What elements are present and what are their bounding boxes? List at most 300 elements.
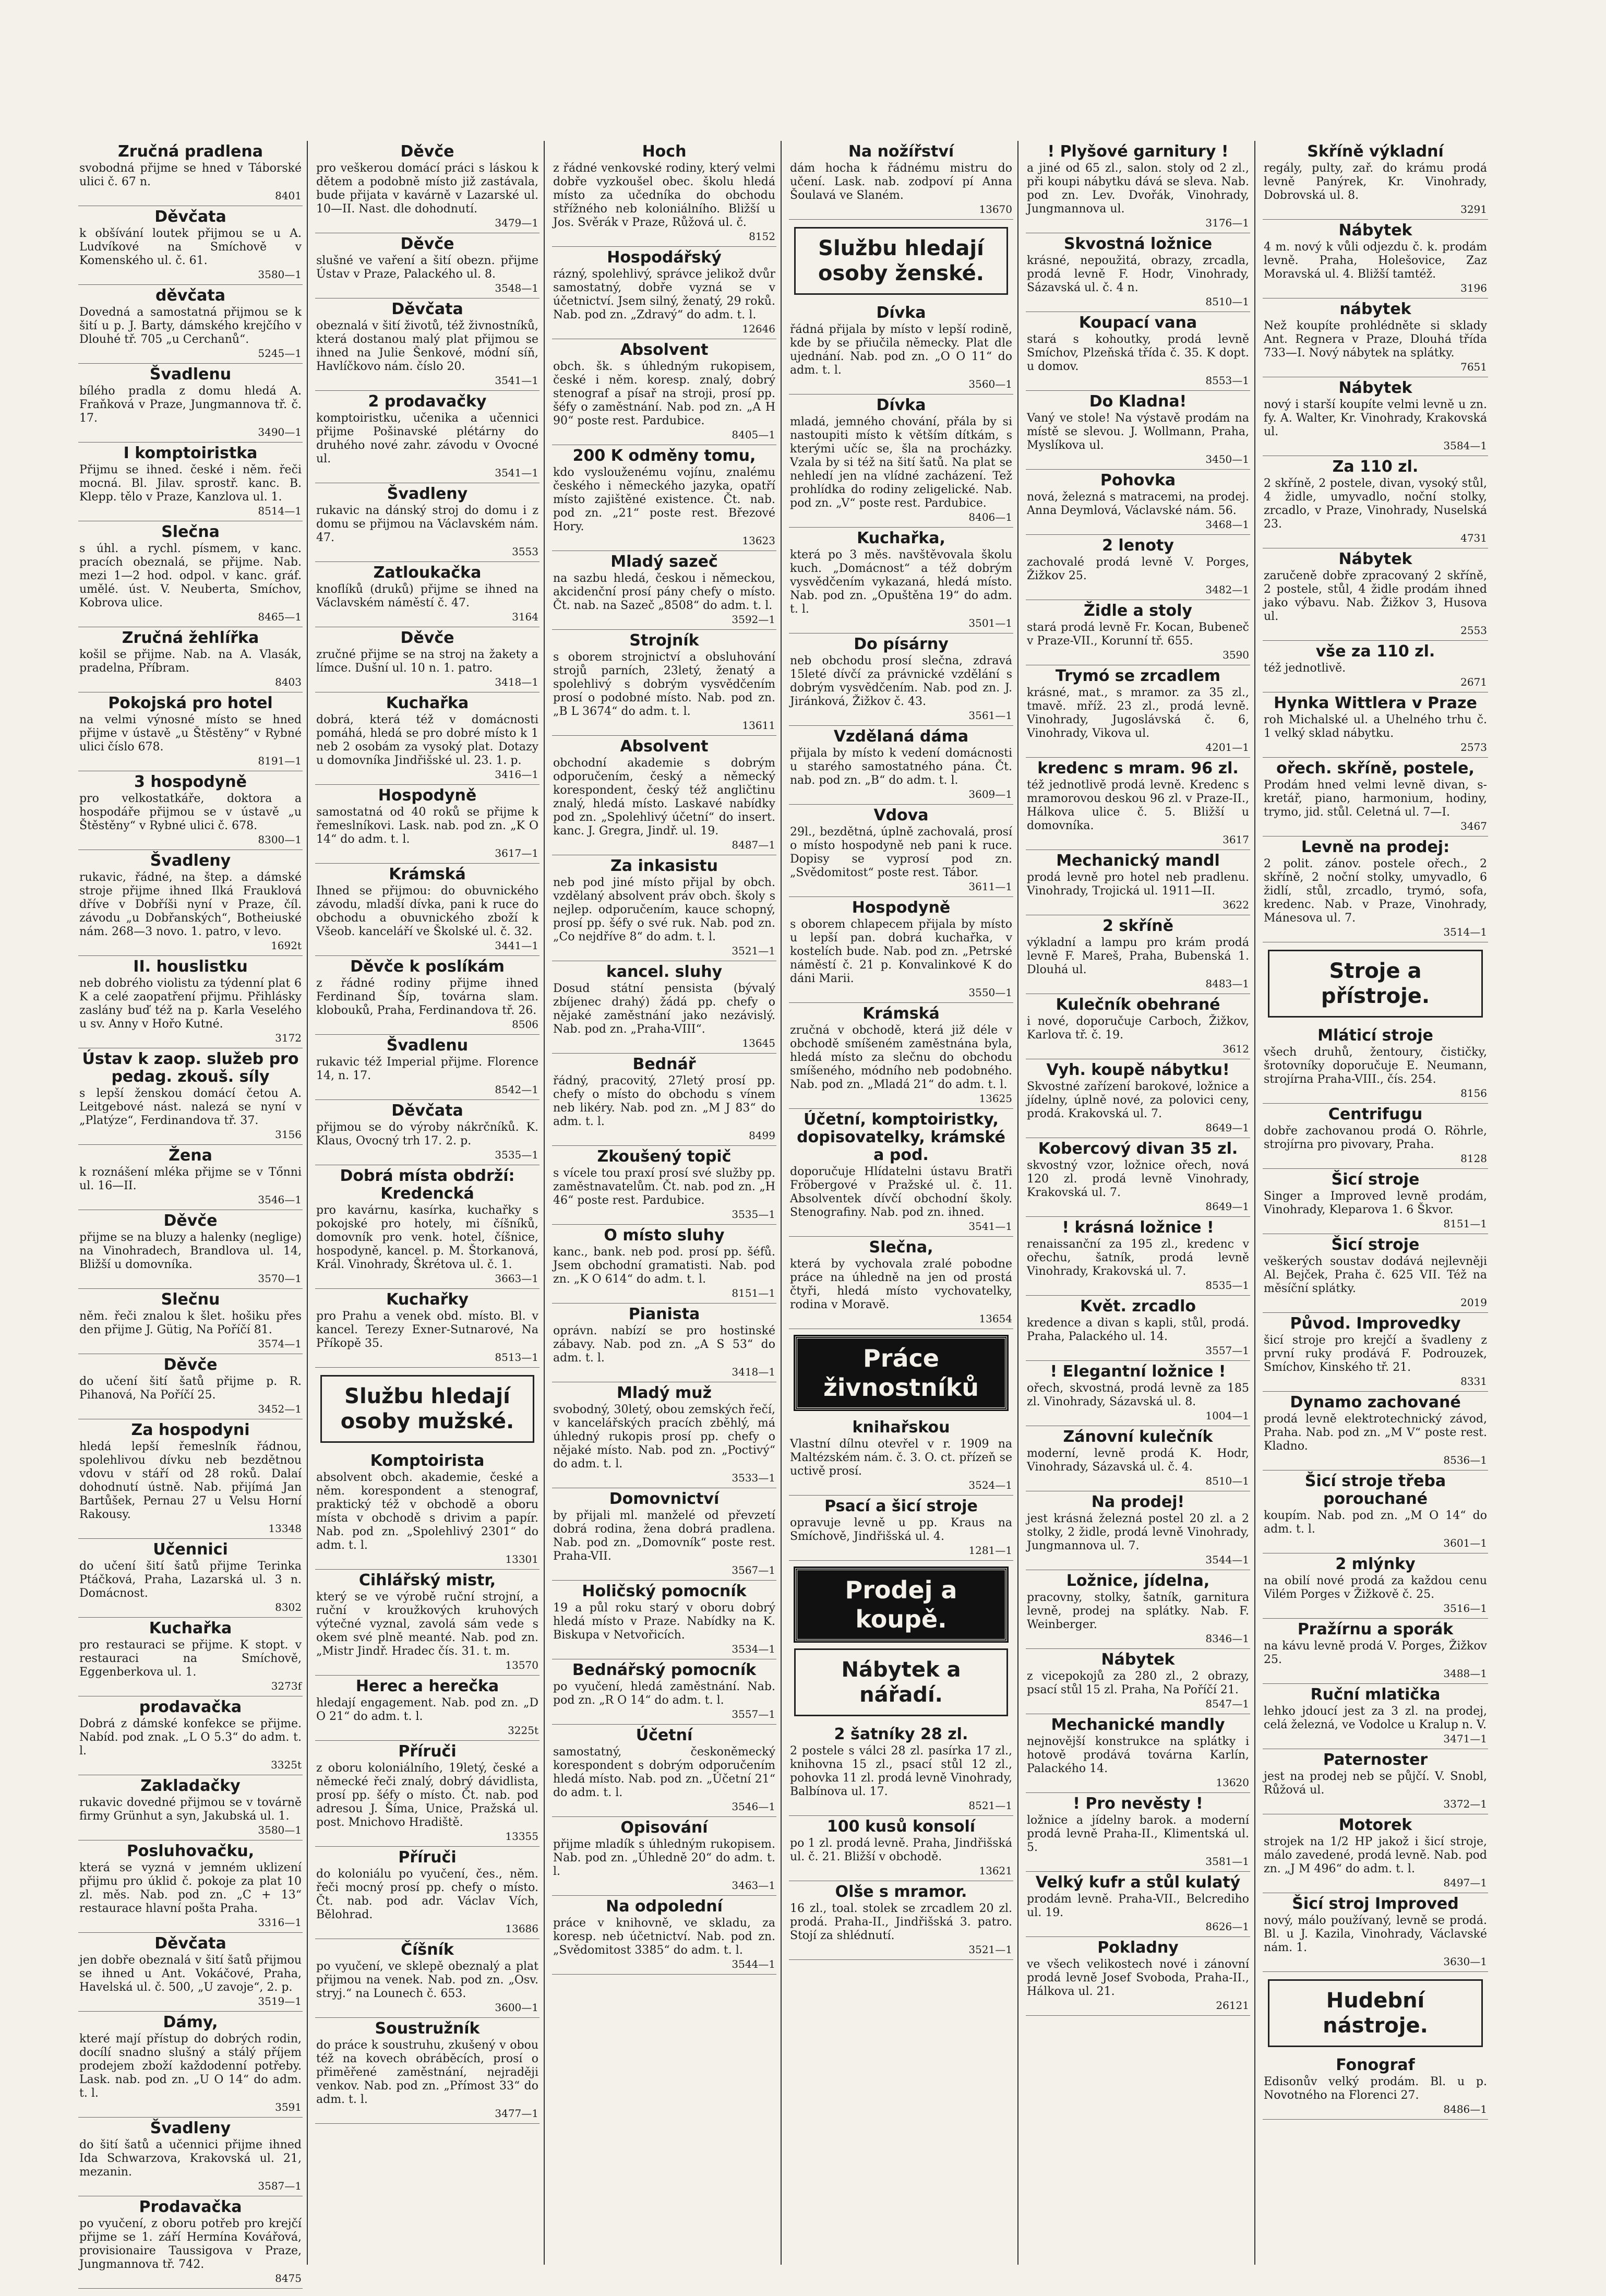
ad-heading: O místo sluhy [604, 1226, 725, 1245]
ad-text: Vlastní dílnu otevřel v r. 1909 na Maltézském nám. č. 3. O. ct. přízeň se uctivě prosí. [790, 1438, 1012, 1478]
ad-text: do učení šití šatů přijme p. R. Pihanová, Na Poříčí 25. [79, 1375, 302, 1402]
ad-body [79, 2032, 302, 2114]
ad-heading: Slečna [161, 523, 220, 541]
ad-heading: Účetní, komptoiristky, dopisovatelky, krámské a pod. [797, 1110, 1005, 1164]
ad-heading: ! Plyšové garnitury ! [1047, 142, 1229, 161]
classified-ad [315, 1289, 540, 1368]
ad-code: 3546—1 [732, 1800, 775, 1813]
classified-ad [315, 562, 540, 627]
column-5 [1026, 141, 1255, 2265]
ad-heading: Krámská [389, 865, 466, 883]
ad-body [790, 1902, 1012, 1956]
ad-text: po vyučení, hledá zaměstnání. Nab. pod zn. „R O 14“ do adm. t. l. [553, 1680, 775, 1707]
ad-text: všech druhů, žentoury, čističky, šrotovníky doporučuje E. Neumann, strojírna Praha-VIII., čís. 254. [1264, 1046, 1487, 1086]
classified-ad [1026, 1491, 1250, 1570]
ad-code: 3482—1 [1205, 583, 1249, 596]
ad-text: Přijmu se ihned. české i něm. řeči mocná. Bl. Jilav. sprostř. kanc. B. Klepp. tělo v Praze, Kanzlova ul. 1. [79, 463, 302, 504]
classified-ad [552, 855, 776, 961]
ad-text: která se vyzná v jemném uklizení přijmu pro úklid č. pokoje za plat 10 zl. měs. Nab. pod zn. „C + 13“ restaurace hlavní pošta Praha. [79, 1861, 302, 1915]
ad-heading: Hospodářský [607, 248, 722, 267]
classified-ad [1263, 1619, 1488, 1684]
ad-text: z řádné rodiny přijme ihned Ferdinand Šíp, továrna slam. klobouků, Praha, Ferdinandova tř. 26. [316, 977, 538, 1017]
ad-heading: 2 šatníky 28 zl. [834, 1725, 968, 1743]
ad-heading: Děvčata [391, 1102, 463, 1120]
ad-heading: Holičský pomocník [582, 1582, 747, 1600]
ad-heading: Absolvent [620, 341, 709, 359]
classified-ad [1026, 1296, 1250, 1361]
ad-heading: Bednář [632, 1055, 696, 1073]
ad-text: hledají engagement. Nab. pod zn. „D O 21“ do adm. t. l. [316, 1696, 538, 1723]
ad-code: 3570—1 [258, 1272, 302, 1285]
ad-text: do učení šití šatů přijme Terinka Ptáčková, Praha, Lazarská ul. 3 n. Domácnost. [79, 1560, 302, 1600]
ad-text: dobře zachovanou prodá O. Röhrle, strojírna pro pivovary, Praha. [1264, 1125, 1487, 1151]
ad-code: 3521—1 [732, 944, 775, 957]
ad-body [316, 1696, 538, 1737]
ad-code: 3372—1 [1443, 1798, 1487, 1810]
ad-body [1264, 1574, 1487, 1615]
ad-heading: Číšník [401, 1941, 454, 1959]
ad-heading: Centrifugu [1328, 1105, 1423, 1123]
ad-text: obch. šk. s úhledným rukopisem, české i něm. koresp. znalý, dobrý stenograf a písař na stroji, prosí pp. šéfy o zaměstnání. Nab. pod zn. „A H 90“ poste rest. Pardubice. [553, 360, 775, 427]
ad-body [79, 1796, 302, 1837]
ad-body [1264, 1914, 1487, 1968]
ad-code: 8626—1 [1205, 1920, 1249, 1933]
ad-text: neb dobrého violistu za týdenní plat 6 K a celé zaopatření přijmu. Přihlásky zaslány buď též na p. Karla Veselého u sv. Anny v Hořo Kutné. [79, 977, 302, 1031]
classified-ad [552, 551, 776, 630]
ad-heading: Na prodej! [1091, 1493, 1185, 1511]
ad-text: dám hocha k řádnému mistru do učení. Lask. nab. zodpoví pí Anna Šoulavá ve Slaném. [790, 162, 1012, 202]
ad-heading: nábytek [1339, 300, 1411, 318]
ad-heading: II. houslistku [133, 958, 248, 976]
ad-text: něm. řeči znalou k šlet. hošiku přes den přijme J. Gütig, Na Poříčí 81. [79, 1310, 302, 1336]
ad-text: jest na prodej neb se půjčí. V. Snobl, Růžová ul. [1264, 1770, 1487, 1797]
ad-heading: Domovnictví [609, 1490, 720, 1508]
ad-heading: Žena [169, 1146, 212, 1165]
ad-text: na velmi výnosné místo se hned přijme v ústavě „u Štěstěny“ v Rybné ulici číslo 678. [79, 713, 302, 754]
ad-heading: Hospodyně [852, 899, 951, 917]
ad-code: 8514—1 [258, 505, 302, 517]
ad-heading: Mladý muž [617, 1384, 712, 1402]
ad-code: 8346—1 [1205, 1632, 1249, 1645]
classified-ad [78, 1618, 303, 1696]
classified-ad [315, 1450, 540, 1570]
ad-text: skvostný vzor, ložnice ořech, nová 120 zl. prodá levně Vinohrady, Krakovská ul. 7. [1027, 1159, 1249, 1199]
ad-heading: Absolvent [620, 737, 709, 756]
ad-body [79, 463, 302, 518]
classified-ad [1026, 1649, 1250, 1714]
ad-text: Dovedná a samostatná přijmou se k šití u p. J. Barty, dámského krejčího v Dlouhé tř. 705 „u Cerchanů“. [79, 306, 302, 346]
ad-body [790, 1165, 1012, 1233]
ad-text: 19 a půl roku starý v oboru dobrý hledá místo v Praze. Nabídky na K. Biskupa v Netvořicích. [553, 1601, 775, 1642]
ad-heading: Nábytek [1338, 379, 1412, 397]
ad-code: 12646 [742, 322, 775, 335]
classified-ad [1263, 377, 1488, 456]
ad-heading: Zručná žehlířka [122, 629, 259, 647]
ad-text: řádná přijala by místo v lepší rodině, kde by se přiučila německy. Plat dle ujednání. Nab. pod zn. „O O 11“ do adm. t. l. [790, 323, 1012, 377]
section-heading-box: Službu hledají osoby mužské. [320, 1375, 534, 1443]
ad-body [1027, 1317, 1249, 1357]
ad-body [79, 1717, 302, 1772]
ad-text: též jednotlivě. [1264, 662, 1346, 675]
ad-code: 3609—1 [968, 788, 1012, 800]
ad-text: přijme se na bluzy a halenky (neglige) na Vinohradech, Brandlova ul. 14, Bližší u domovníka. [79, 1231, 302, 1271]
classified-ad [552, 1054, 776, 1146]
ad-body [1264, 569, 1487, 637]
ad-text: kanc., bank. neb pod. prosí pp. šéfů. Jsem obchodní gramatisti. Nab. pod zn. „K O 614“ do adm. t. l. [553, 1246, 775, 1286]
ad-text: koupím. Nab. pod zn. „M O 14“ do adm. t. l. [1264, 1509, 1487, 1536]
classified-ad [78, 443, 303, 521]
ad-body [1264, 162, 1487, 216]
classified-ad [315, 483, 540, 562]
ad-text: řádný, pracovitý, 27letý prosí pp. chefy o místo do obchodu s vínem neb likéry. Nab. pod zn. „M J 83“ do adm. t. l. [553, 1074, 775, 1128]
ad-text: renaissanční za 195 zl., kredenc v ořechu, šatník, prodá levně Vinohrady, Krakovská ul. 7. [1027, 1238, 1249, 1278]
ad-code: 3519—1 [258, 1995, 302, 2007]
ad-text: k roznášení mléka přijme se v Tőnni ul. 16—II. [79, 1166, 302, 1192]
ad-code: 8510—1 [1205, 1475, 1249, 1487]
classified-ad [78, 2012, 303, 2118]
ad-code: 3225t [508, 1724, 538, 1737]
ad-code: 3467 [1460, 820, 1487, 832]
ad-code: 3590 [1223, 649, 1249, 661]
ad-body [790, 323, 1012, 391]
ad-code: 8649—1 [1205, 1200, 1249, 1213]
ad-body [1264, 2075, 1487, 2116]
ad-text: jen dobře obeznalá v šití šatů přijmou se ihned u Ant. Vokáčové, Praha, Havelská ul. č. 500, „U zavoje“, 2. p. [79, 1954, 302, 1994]
classified-ad [315, 1741, 540, 1847]
ad-text: zachovalé prodá levně V. Porges, Žižkov 25. [1027, 556, 1249, 582]
classified-ad [1263, 1104, 1488, 1169]
classified-ad [1263, 692, 1488, 758]
ad-code: 13623 [742, 534, 775, 547]
ad-heading: Mladý sazeč [610, 553, 718, 571]
ad-body [1264, 857, 1487, 939]
ad-code: 3471—1 [1443, 1732, 1487, 1745]
classified-ad [1026, 665, 1250, 758]
ad-body [79, 306, 302, 360]
ad-text: s lepší ženskou domácí četou A. Leitgebové nást. nalezá se nyní v „Platýze“, Ferdinandova tř. 37. [79, 1087, 302, 1127]
classified-ad [1263, 1392, 1488, 1470]
ad-body [316, 648, 538, 689]
ad-heading: Skříně výkladní [1307, 142, 1444, 161]
ad-code: 3164 [512, 611, 538, 623]
ad-heading: Děvče [163, 1212, 218, 1230]
ad-text: pro Prahu a venek obd. místo. Bl. v kancel. Terezy Exner-Sutnarové, Na Příkopě 35. [316, 1310, 538, 1350]
ad-code: 3587—1 [258, 2180, 302, 2192]
ad-heading: Ložnice, jídelna, [1066, 1572, 1210, 1590]
classified-ad [315, 1939, 540, 2018]
classified-ad [552, 1225, 776, 1304]
classified-ad [1263, 2054, 1488, 2120]
ad-code: 1004—1 [1205, 1409, 1249, 1422]
classified-ad [1263, 1684, 1488, 1749]
ad-heading: Kuchařka, [857, 529, 945, 547]
ad-code: 8649—1 [1205, 1121, 1249, 1134]
ad-body [1264, 1640, 1487, 1680]
ad-text: by přijali ml. manželé od převzetí dobrá rodina, žena dobrá pradlena. Nab. pod zn. „Domovník“ poste rest. Praha-VII. [553, 1509, 775, 1563]
classified-ad [1026, 141, 1250, 233]
ad-text: ložnice a jídelny barok. a moderní prodá levně Praha-II., Klimentská ul. 5. [1027, 1814, 1249, 1854]
ad-code: 3534—1 [732, 1643, 775, 1655]
ad-body [1264, 1835, 1487, 1890]
ad-body [79, 1166, 302, 1206]
ad-heading: ! Pro nevěsty ! [1073, 1795, 1203, 1813]
ad-text: práce v knihovně, ve skladu, za koresp. neb účetnictví. Nab. pod zn. „Svědomitost 3385“ do adm. t. l. [553, 1917, 775, 1957]
classified-ad [78, 1210, 303, 1289]
section-heading-box: Stroje a přístroje. [1268, 950, 1483, 1018]
ad-code: 13348 [268, 1522, 302, 1535]
ad-text: Edisonův velký prodám. Bl. u p. Novotného na Florenci 27. [1264, 2075, 1487, 2102]
classified-ad [552, 1725, 776, 1817]
ad-body [79, 713, 302, 768]
ad-heading: Židle a stoly [1084, 602, 1192, 620]
classified-ad [315, 864, 540, 956]
ad-body [79, 2138, 302, 2193]
ad-code: 3516—1 [1443, 1602, 1487, 1615]
ad-body [1027, 333, 1249, 387]
ad-heading: Za hospodyni [131, 1421, 250, 1439]
ad-body [553, 1917, 775, 1971]
ad-text: neb obchodu prosí slečna, zdravá 15leté dívčí za právnické vzdělání s dobrým vysvědčením. Nab. pod zn. J. Jiránková, Žižkov č. 43. [790, 654, 1012, 708]
ad-code: 8486—1 [1443, 2103, 1487, 2115]
ad-text: Dosud státní pensista (bývalý zbíjenec drahý) žádá pp. chefy o nějaké zaměstnání jako nezávislý. Nab. pod zn. „Praha-VIII“. [553, 982, 775, 1036]
ad-text: svobodný, 30letý, obou zemských řečí, v kancelářských pracích zběhlý, má úhledný rukopis prosí pp. chefy o nějaké místo. Nab. pod zn. „Poctivý“ do adm. t. l. [553, 1403, 775, 1470]
ad-heading: Děvčata [154, 208, 226, 226]
ad-body [316, 1868, 538, 1935]
ad-code: 13670 [979, 203, 1012, 216]
ad-code: 3617 [1223, 833, 1249, 846]
ad-body [790, 1024, 1012, 1105]
ad-code: 13621 [979, 1864, 1012, 1877]
ad-text: 2 postele s válci 28 zl. pasírka 17 zl., knihovna 15 zl., psací stůl 12 zl., pohovka 11 zl. prodá levně Vinohrady, Balbínova ul. 17. [790, 1744, 1012, 1798]
classified-ad [1263, 1814, 1488, 1893]
ad-text: obeznalá v šití životů, též živnostníků, která dostanou malý plat přijmou se ihned na Julie Šenkové, módní síň, Havlíčkovo nám. číslo 20. [316, 319, 538, 373]
ad-code: 3591 [275, 2101, 302, 2113]
ad-code: 2573 [1460, 741, 1487, 754]
ad-heading: Koupací vana [1078, 314, 1197, 332]
ad-code: 3601—1 [1443, 1537, 1487, 1549]
ad-body [1264, 319, 1487, 374]
ad-heading: Dívka [876, 396, 926, 414]
classified-ad [1263, 220, 1488, 298]
classified-ad [78, 1145, 303, 1210]
ad-text: na obilí nové prodá za každou cenu Vilém Porges v Žižkově č. 25. [1264, 1574, 1487, 1601]
ad-heading: Cihlářský mistr, [358, 1571, 496, 1589]
ad-body [1027, 254, 1249, 308]
ad-body [1027, 1893, 1249, 1933]
classified-ad [78, 1696, 303, 1775]
ad-body [1264, 1413, 1487, 1467]
ad-body [79, 1310, 302, 1350]
ad-heading: 100 kusů konsolí [826, 1817, 976, 1836]
ad-text: do práce k soustruhu, zkušený v obou též na kovech obráběcích, prosí o přiměřené zaměstnání, nejraději venkov. Nab. pod zn. „Přímost 33“ do adm. t. l. [316, 2039, 538, 2106]
ad-heading: Účetní [636, 1726, 693, 1744]
ad-code: 8152 [749, 230, 775, 243]
ad-heading: ořech. skříně, postele, [1276, 759, 1475, 778]
ad-code: 3557—1 [732, 1708, 775, 1720]
classified-ad [1026, 470, 1250, 535]
ad-heading: Zručná pradlena [118, 142, 263, 161]
ad-text: 4 m. nový k vůli odjezdu č. k. prodám levně. Praha, Holešovice, Zaz Moravská ul. 4. Bližší tamtéž. [1264, 241, 1487, 281]
ad-text: z vicepokojů za 280 zl., 2 obrazy, psací stůl 15 zl. Praha, Na Poříčí 21. [1027, 1670, 1249, 1696]
ad-body [316, 1471, 538, 1566]
ad-text: do koloniálu po vyučení, čes., něm. řeči mocný prosí pp. chefy o místo. Čt. nab. pod adr. Václav Vích, Bělohrad. [316, 1868, 538, 1921]
ad-body [1027, 1080, 1249, 1134]
classified-ad [315, 233, 540, 298]
ad-text: Prodám hned velmi levně divan, s-kretář, piano, harmonium, hodiny, trymo, jid. stůl. Celetná ul. 7—I. [1264, 779, 1487, 819]
ad-code: 2553 [1460, 624, 1487, 637]
ad-text: oprávn. nabízí se pro hostinské zábavy. Nab. pod zn. „A S 53“ do adm. t. l. [553, 1324, 775, 1365]
classified-ad [1263, 141, 1488, 220]
ad-code: 8487—1 [732, 839, 775, 851]
ad-text: pro velkostatkáře, doktora a hospodáře přijmou se v ústavě „u Štěstěny“ v Rybné ulici č. 678. [79, 792, 302, 832]
ad-heading: Velký kufr a stůl kulatý [1035, 1873, 1241, 1892]
section-banner: Práce živnostníků [795, 1336, 1007, 1409]
ad-code: 3452—1 [258, 1403, 302, 1415]
classified-ad [789, 528, 1013, 633]
ad-heading: Pohovka [1100, 471, 1176, 489]
ad-body [1264, 477, 1487, 545]
classified-ad [552, 1659, 776, 1725]
ad-code: 3584—1 [1443, 439, 1487, 452]
classified-ad [78, 1539, 303, 1618]
ad-code: 3553 [512, 545, 538, 558]
classified-ad [1263, 1234, 1488, 1313]
ad-code: 3418—1 [495, 676, 538, 688]
section-heading-box: Službu hledají osoby ženské. [794, 227, 1008, 295]
ad-body [79, 1087, 302, 1141]
ad-heading: Opisování [620, 1819, 708, 1837]
ad-heading: Do Kladna! [1089, 392, 1187, 411]
ad-text: do šití šatů a učennici přijme ihned Ida Schwarzova, Krakovská ul. 21, mezanin. [79, 2138, 302, 2179]
ad-body [553, 1509, 775, 1577]
classified-ad [1026, 391, 1250, 470]
ad-text: komptoiristku, učenika a učennici přijme Pošinavské plétárny do druhého nové zahr. závodu v Ovocné ul. [316, 412, 538, 465]
classified-ad [789, 633, 1013, 726]
ad-heading: Prodavačka [139, 2198, 242, 2216]
ad-text: veškerých soustav dodává nejlevněji Al. Bejček, Praha č. 625 VII. Též na měsíční splátky. [1264, 1255, 1487, 1295]
ad-heading: ! krásná ložnice ! [1062, 1218, 1214, 1237]
classified-ad [789, 805, 1013, 897]
ad-heading: I komptoiristka [123, 444, 258, 462]
ad-text: svobodná přijme se hned v Táborské ulici č. 67 n. [79, 162, 302, 188]
ad-text: který se ve výrobě ruční strojní, a ruční v kroužkových kruhových výtečné vyznal, zavolá sám vede s okem své plně meanté. Nab. pod zn. „Mistr Jindř. Hradec čís. 31. t. m. [316, 1591, 538, 1658]
classified-ad [552, 736, 776, 855]
ad-text: roh Michalské ul. a Uhelného trhu č. 1 velký sklad nábytku. [1264, 713, 1487, 740]
classified-ad [315, 1847, 540, 1939]
ad-text: bílého pradla z domu hledá A. Fraňková v Praze, Jungmannova tř. č. 17. [79, 385, 302, 425]
ad-code: 8535—1 [1205, 1279, 1249, 1292]
ad-text: samostatný, českoněmecký korespondent s dobrým odporučením hledá místo. Nab. pod zn. „Účetní 21“ do adm. t. l. [553, 1745, 775, 1799]
ad-code: 8405—1 [732, 428, 775, 441]
ad-code: 4201—1 [1205, 741, 1249, 754]
column-2 [315, 141, 545, 2265]
ad-text: výkladní a lampu pro krám prodá levně F. Mareš, Praha, Bubenská 1. Dlouhá ul. [1027, 936, 1249, 976]
ad-code: 3630—1 [1443, 1955, 1487, 1968]
ad-heading: Strojník [629, 631, 699, 650]
column-1 [78, 141, 308, 2285]
ad-heading: Fonograf [1336, 2056, 1415, 2074]
ad-heading: Motorek [1338, 1816, 1412, 1834]
classified-ad [1263, 1553, 1488, 1619]
ad-code: 3291 [1460, 203, 1487, 216]
ad-code: 8536—1 [1443, 1454, 1487, 1466]
ad-text: absolvent obch. akademie, české a něm. korespondent a stenograf, praktický též v obchodě a oboru místa v obchodě s drivim a papír. Nab. pod zn. „Spolehlivý 2301“ do adm. t. l. [316, 1471, 538, 1552]
ad-body [79, 2217, 302, 2285]
ad-code: 8403 [275, 676, 302, 688]
ad-body [790, 1837, 1012, 1878]
ad-code: 13686 [505, 1922, 538, 1935]
ad-text: rázný, spolehlivý, správce jelikož dvůr samostatný, dobře vyzná se v účetnictví. Jsem silný, ženatý, 29 roků. Nab. pod zn. „Zdravý“ do adm. t. l. [553, 268, 775, 321]
ad-code: 3416—1 [495, 768, 538, 781]
ad-code: 2671 [1460, 676, 1487, 688]
ad-heading: Dynamo zachované [1290, 1393, 1461, 1412]
ad-heading: Zakladačky [140, 1777, 241, 1795]
ad-text: mladá, jemného chování, přála by si nastoupiti místo k větším dítkám, s kterými učíc se, šla na procházky. Vzala by si též na šití šatů. Na plat se nehledí jen na vlídné zacházení. Tež prohlídka do rodiny zeligelické. Nab. pod zn. „V“ poste rest. Pardubice. [790, 415, 1012, 510]
ad-body [316, 254, 538, 295]
ad-body [1027, 491, 1249, 531]
ad-text: opravuje levně u pp. Kraus na Smíchově, Jindřišská ul. 4. [790, 1516, 1012, 1543]
ad-body [316, 1762, 538, 1843]
ad-code: 8331 [1460, 1375, 1487, 1388]
ad-heading: Květ. zrcadlo [1080, 1297, 1196, 1316]
ad-body [1027, 1159, 1249, 1213]
ad-body [1027, 1382, 1249, 1422]
ad-heading: Pianista [628, 1305, 700, 1323]
ad-heading: Na odpolední [606, 1897, 723, 1916]
ad-body [553, 1246, 775, 1300]
ad-text: Než koupíte prohlédněte si sklady Ant. Regnera v Praze, Dlouhá třída 733—I. Nový nábytek na splátky. [1264, 319, 1487, 360]
classified-ad [789, 1109, 1013, 1237]
ad-body [79, 1861, 302, 1929]
ad-code: 3479—1 [495, 217, 538, 229]
ad-text: obchodní akademie s dobrým odporučením, český a německý korespondent, český též angličtinu znalý, hledá místo. Laskavé nabídky pod zn. „Spolehlivý účetní“ do insert. kanc. J. Gregra, Jindř. ul. 19. [553, 757, 775, 838]
ad-text: lehko jdoucí jest za 3 zl. na prodej, celá železná, ve Vodolce u Kralup n. V. [1264, 1705, 1487, 1731]
ad-text: hledá lepší řemeslník řádnou, spolehlivou dívku neb bezdětnou vdovu v stáří od 28 roků. Dalaí dohodnutí ústně. Nab. přijímá Jan Bartůšek, Pernau 27 u Velsu Horní Rakousy. [79, 1440, 302, 1521]
ad-text: které mají přístup do dobrých rodin, docílí snadno slušný a stálý příjem prodejem zboží každodenní potřeby. Lask. nab. pod zn. „U O 14“ do adm. t. l. [79, 2032, 302, 2100]
classified-ad [78, 364, 303, 443]
ad-body [1264, 1046, 1487, 1100]
classified-ad [315, 1570, 540, 1676]
ad-code: 1692t [271, 939, 302, 952]
ad-body [1027, 686, 1249, 754]
ad-body [79, 1440, 302, 1535]
ad-text: pracovny, stolky, šatník, garnitura levně, prodej na splátky. Nab. F. Weinberger. [1027, 1591, 1249, 1631]
ad-body [316, 977, 538, 1031]
classified-ad [1026, 600, 1250, 665]
classified-ad [1026, 994, 1250, 1059]
ad-body [316, 412, 538, 480]
classified-ad [1026, 1138, 1250, 1217]
ad-heading: Příruči [398, 1848, 457, 1867]
classified-ad [78, 627, 303, 692]
ad-heading: Hoch [642, 142, 687, 161]
ad-body [316, 806, 538, 860]
ad-heading: Zánovní kulečník [1063, 1428, 1213, 1446]
classified-ad [1026, 1059, 1250, 1138]
ad-code: 3488—1 [1443, 1667, 1487, 1680]
ad-code: 3600—1 [495, 2001, 538, 2014]
ad-heading: Děvče [400, 235, 454, 253]
ad-code: 8300—1 [258, 833, 302, 846]
ad-body [1264, 1125, 1487, 1165]
ad-body [79, 1954, 302, 2008]
ad-body [1027, 1591, 1249, 1645]
classified-ad [1026, 1217, 1250, 1296]
ad-body [790, 1744, 1012, 1812]
ad-body [1027, 1670, 1249, 1711]
ad-code: 3557—1 [1205, 1344, 1249, 1357]
ad-text: zručná v obchodě, která již déle v obchodě smíšeném zaměstnána byla, hledá místo za slečnu do obchodu smíšeného, módního neb podobného. Nab. pod zn. „Mladá 21“ do adm. t. l. [790, 1024, 1012, 1091]
